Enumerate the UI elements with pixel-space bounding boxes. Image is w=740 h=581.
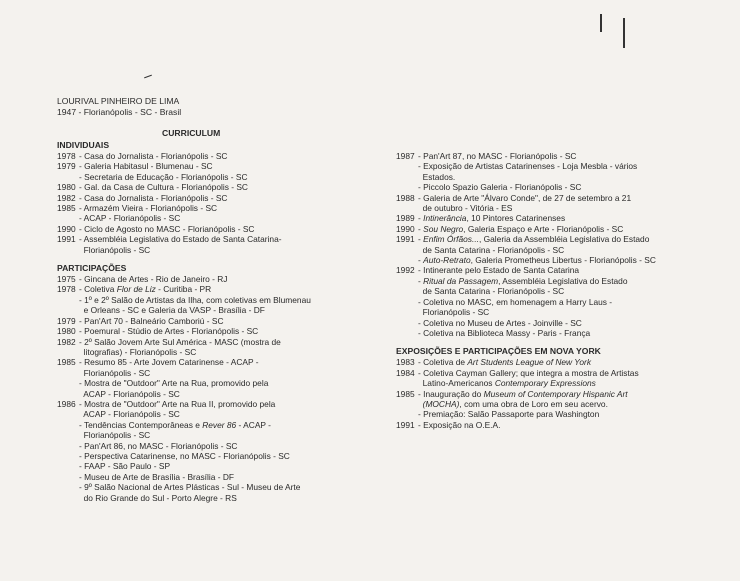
cv-entry <box>396 389 696 420</box>
entry-line <box>418 307 696 317</box>
pen-mark <box>600 14 602 32</box>
entry-line <box>418 213 696 223</box>
entry-line <box>79 224 357 234</box>
entry-text <box>79 151 357 161</box>
text-segment: , 10 Pintores Catarinenses <box>466 213 566 224</box>
entry-line <box>418 224 696 234</box>
entry-line <box>418 409 696 419</box>
right-column <box>396 151 696 430</box>
entry-year: 1990 <box>57 223 76 234</box>
section-title: PARTICIPAÇÕES <box>57 263 127 274</box>
entry-line <box>79 347 357 357</box>
entry-year: 1991 <box>57 234 76 245</box>
entry-year: 1983 <box>396 357 415 368</box>
entry-text <box>418 357 696 367</box>
cv-entry <box>57 224 357 234</box>
entry-year: 1978 <box>57 284 76 295</box>
text-segment: Contemporary Expressions <box>494 378 596 389</box>
entry-text <box>418 234 696 265</box>
entry-line <box>79 493 357 503</box>
entry-line <box>418 245 696 255</box>
entry-line <box>418 389 696 399</box>
text-segment: , Assembléia Legislativa do Estado <box>498 275 628 286</box>
entry-year: 1980 <box>57 182 76 193</box>
entry-line <box>79 337 357 347</box>
entry-line <box>418 328 696 338</box>
cv-entry <box>396 368 696 389</box>
curriculum-title: CURRICULUM <box>162 128 221 138</box>
text-segment: - Pan'Art 70 - Balneário Camboriú - SC <box>79 315 224 326</box>
text-segment: - Gincana de Artes - Rio de Janeiro - RJ <box>79 274 228 285</box>
entry-line <box>418 161 696 171</box>
text-segment: - ACAP - <box>236 419 271 430</box>
text-segment: Flor de Liz <box>116 284 156 295</box>
text-segment: - Galeria Habitasul - Blumenau - SC <box>79 161 213 172</box>
entry-line <box>79 482 357 492</box>
text-segment: - Exposição na O.E.A. <box>418 419 501 430</box>
entry-year: 1980 <box>57 326 76 337</box>
cv-entry <box>57 316 357 326</box>
entry-line <box>79 357 357 367</box>
text-segment: - Coletiva Cayman Gallery; que integra a mostra de Artistas <box>418 367 639 378</box>
text-segment: - Coletiva no Museu de Artes - Joinville - SC <box>418 317 582 328</box>
text-segment: - Pan'Art 87, no MASC - Florianópolis - SC <box>418 151 577 161</box>
entry-line <box>418 318 696 328</box>
text-segment: - Coletiva de <box>418 357 468 368</box>
entry-line <box>418 357 696 367</box>
entry-line <box>79 172 357 182</box>
cv-entry <box>396 234 696 265</box>
entry-line <box>418 276 696 286</box>
entry-line <box>79 389 357 399</box>
text-segment: - Resumo 85 - Arte Jovem Catarinense - ACAP - <box>79 357 259 368</box>
text-segment: - Casa do Jornalista - Florianópolis - SC <box>79 151 228 161</box>
artist-name: LOURIVAL PINHEIRO DE LIMA <box>57 96 180 106</box>
cv-entry <box>57 274 357 284</box>
text-segment: - Premiação: Salão Passaporte para Washington <box>418 409 600 420</box>
entry-line <box>79 399 357 409</box>
text-segment: - <box>418 255 424 266</box>
entry-line <box>418 234 696 244</box>
entry-text <box>79 224 357 234</box>
cv-entry <box>57 357 357 399</box>
cv-entry <box>396 224 696 234</box>
entry-line <box>79 305 357 315</box>
entry-text <box>79 203 357 224</box>
cv-entry <box>57 399 357 503</box>
entry-text <box>79 193 357 203</box>
entry-year: 1989 <box>396 213 415 224</box>
text-segment: - Mostra de "Outdoor" Arte na Rua, promovido pela <box>79 378 269 389</box>
text-segment: Latino-Americanos <box>418 378 495 389</box>
cv-entry <box>396 151 696 193</box>
entry-year: 1988 <box>396 192 415 203</box>
entry-year: 1979 <box>57 315 76 326</box>
entry-line <box>79 193 357 203</box>
entry-line <box>79 472 357 482</box>
entry-text <box>418 193 696 214</box>
cv-entry <box>57 203 357 224</box>
text-segment: Enfim Órfãos... <box>423 234 479 245</box>
entry-line <box>418 286 696 296</box>
entry-line <box>79 461 357 471</box>
entry-year: 1986 <box>57 398 76 409</box>
entry-line <box>79 203 357 213</box>
entry-text <box>418 224 696 234</box>
text-segment: - Coletiva no MASC, em homenagem a Harry Laus - <box>418 296 613 307</box>
entry-line <box>79 409 357 419</box>
text-segment: - Intinerante pelo Estado de Santa Catarina <box>418 265 580 276</box>
text-segment: ACAP - Florianópolis - SC <box>79 409 180 420</box>
entry-line <box>79 284 357 294</box>
entry-year: 1978 <box>57 151 76 161</box>
text-segment: - Mostra de "Outdoor" Arte na Rua II, promovido pela <box>79 398 276 409</box>
entry-line <box>418 297 696 307</box>
cv-entry <box>57 326 357 336</box>
cv-entry <box>57 161 357 182</box>
text-segment: do Rio Grande do Sul - Porto Alegre - RS <box>79 492 237 503</box>
entry-year: 1985 <box>396 388 415 399</box>
text-segment: Florianópolis - SC <box>79 244 151 255</box>
section-title: EXPOSIÇÕES E PARTICIPAÇÕES EM NOVA YORK <box>396 346 601 357</box>
entry-text <box>79 284 357 315</box>
text-segment: Museum of Contemporary Hispanic Art <box>483 388 628 399</box>
text-segment: Intinerância <box>423 213 467 224</box>
cv-entry <box>57 234 357 255</box>
entry-line <box>79 213 357 223</box>
text-segment: - Gal. da Casa de Cultura - Florianópolis - SC <box>79 182 248 193</box>
entry-line <box>418 420 696 430</box>
text-segment: - Museu de Arte de Brasília - Brasília - DF <box>79 471 234 482</box>
text-segment: - Armazém Vieira - Florianópolis - SC <box>79 203 218 214</box>
entry-text <box>418 420 696 430</box>
text-segment: Florianópolis - SC <box>79 367 151 378</box>
text-segment: Ritual da Passagem <box>423 275 499 286</box>
entry-line <box>79 182 357 192</box>
text-segment: Florianópolis - SC <box>418 307 490 318</box>
text-segment: - ACAP - Florianópolis - SC <box>79 213 181 224</box>
text-segment: - Piccolo Spazio Galeria - Florianópolis - SC <box>418 182 582 193</box>
text-segment: e Orleans - SC e Galeria da VASP - Brasília - DF <box>79 305 265 316</box>
entry-line <box>79 295 357 305</box>
entry-year: 1991 <box>396 234 415 245</box>
text-segment: - <box>418 234 424 245</box>
artist-header <box>57 96 181 118</box>
entry-line <box>418 265 696 275</box>
entry-year: 1992 <box>396 265 415 276</box>
text-segment: - Curitiba - PR <box>155 284 212 295</box>
text-segment: - 1º e 2º Salão de Artistas da Ilha, com coletivas em Blumenau <box>79 294 311 305</box>
text-segment: - Assembléia Legislativa do Estado de Santa Catarina- <box>79 234 282 245</box>
entry-line <box>418 151 696 161</box>
text-segment: Sou Negro <box>423 223 464 234</box>
text-segment: - <box>418 275 424 286</box>
text-segment: - Casa do Jornalista - Florianópolis - SC <box>79 192 228 203</box>
text-segment: (MOCHA) <box>422 398 460 409</box>
entry-text <box>79 357 357 399</box>
text-segment: Art Students League of New York <box>467 357 592 368</box>
cv-entry <box>57 284 357 315</box>
entry-line <box>79 368 357 378</box>
text-segment: Florianópolis - SC <box>79 430 151 441</box>
entry-year: 1985 <box>57 203 76 214</box>
entry-line <box>418 368 696 378</box>
text-segment: - <box>418 213 424 224</box>
entry-line <box>79 441 357 451</box>
text-segment: - Poemural - Stúdio de Artes - Florianópolis - SC <box>79 326 259 337</box>
cv-entry <box>396 213 696 223</box>
text-segment: - Galeria de Arte "Álvaro Conde", de 27 de setembro a 21 <box>418 192 632 203</box>
entry-year: 1984 <box>396 367 415 378</box>
cv-entry <box>57 182 357 192</box>
entry-text <box>418 389 696 420</box>
text-segment: - Exposição de Artistas Catarinenses - Loja Mesbla - vários <box>418 161 638 172</box>
text-segment: - Coletiva <box>79 284 117 295</box>
text-segment: litografias) - Florianópolis - SC <box>79 346 197 357</box>
text-segment: - Secretaria de Educação - Florianópolis - SC <box>79 171 248 182</box>
entry-line <box>79 451 357 461</box>
section-title: INDIVIDUAIS <box>57 140 110 150</box>
entry-year: 1979 <box>57 161 76 172</box>
entry-line <box>418 172 696 182</box>
entry-text <box>79 326 357 336</box>
entry-year: 1990 <box>396 223 415 234</box>
entry-line <box>79 245 357 255</box>
text-segment: - Perspectiva Catarinense, no MASC - Florianópolis - SC <box>79 450 290 461</box>
entry-text <box>79 316 357 326</box>
text-segment: - Pan'Art 86, no MASC - Florianópolis - SC <box>79 440 238 451</box>
entry-text <box>79 182 357 192</box>
text-segment: de Santa Catarina - Florianópolis - SC <box>418 286 565 297</box>
entry-text <box>79 399 357 503</box>
entry-year: 1982 <box>57 336 76 347</box>
entry-year: 1991 <box>396 419 415 430</box>
entry-line <box>418 378 696 388</box>
entry-year: 1975 <box>57 274 76 285</box>
cv-entry <box>57 337 357 358</box>
text-segment: Auto-Retrato <box>423 255 471 266</box>
left-column <box>57 140 357 503</box>
cv-entry <box>396 420 696 430</box>
text-segment: ACAP - Florianópolis - SC <box>79 388 180 399</box>
entry-line <box>79 274 357 284</box>
pen-mark <box>144 75 152 79</box>
text-segment: Rever 86 <box>202 419 237 430</box>
text-segment: , Galeria Prometheus Libertus - Florianópolis - SC <box>470 255 656 266</box>
text-segment: - Inauguração do <box>418 388 484 399</box>
cv-entry <box>396 357 696 367</box>
text-segment: , com uma obra de Loro em seu acervo. <box>459 398 608 409</box>
entry-year: 1985 <box>57 357 76 368</box>
entry-line <box>79 326 357 336</box>
entry-line <box>79 378 357 388</box>
entry-text <box>79 161 357 182</box>
entry-text <box>418 213 696 223</box>
entry-line <box>418 182 696 192</box>
entry-text <box>418 368 696 389</box>
entry-text <box>418 265 696 338</box>
text-segment: - 2º Salão Jovem Arte Sul América - MASC (mostra de <box>79 336 281 347</box>
entry-year: 1982 <box>57 192 76 203</box>
entry-line <box>79 316 357 326</box>
cv-entry <box>396 265 696 338</box>
entry-line <box>418 193 696 203</box>
text-segment: - Tendências Contemporâneas e <box>79 419 203 430</box>
cv-entry <box>57 193 357 203</box>
text-segment: - Ciclo de Agosto no MASC - Florianópolis - SC <box>79 223 255 234</box>
text-segment: - FAAP - São Paulo - SP <box>79 461 171 472</box>
cv-entry <box>396 193 696 214</box>
text-segment: Estados. <box>418 171 456 182</box>
entry-text <box>79 337 357 358</box>
text-segment: - 9º Salão Nacional de Artes Plásticas - Sul - Museu de Arte <box>79 482 301 493</box>
text-segment: de outubro - Vitória - ES <box>418 203 513 214</box>
entry-line <box>418 399 696 409</box>
entry-text <box>418 151 696 193</box>
entry-line <box>79 430 357 440</box>
text-segment: - Coletiva na Biblioteca Massy - Paris - França <box>418 327 591 338</box>
entry-year: 1987 <box>396 151 415 161</box>
entry-line <box>79 234 357 244</box>
entry-line <box>418 203 696 213</box>
entry-line <box>79 151 357 161</box>
entry-line <box>79 420 357 430</box>
entry-text <box>79 234 357 255</box>
cv-entry <box>57 151 357 161</box>
text-segment: , Galeria Espaço e Arte - Florianópolis - SC <box>463 223 624 234</box>
artist-birth: 1947 - Florianópolis - SC - Brasil <box>57 107 182 117</box>
text-segment: , Galeria da Assembléia Legislativa do Estado <box>478 234 650 245</box>
text-segment: - <box>418 223 424 234</box>
pen-mark <box>623 18 625 48</box>
entry-line <box>418 255 696 265</box>
entry-line <box>79 161 357 171</box>
text-segment: de Santa Catarina - Florianópolis - SC <box>418 244 565 255</box>
entry-text <box>79 274 357 284</box>
